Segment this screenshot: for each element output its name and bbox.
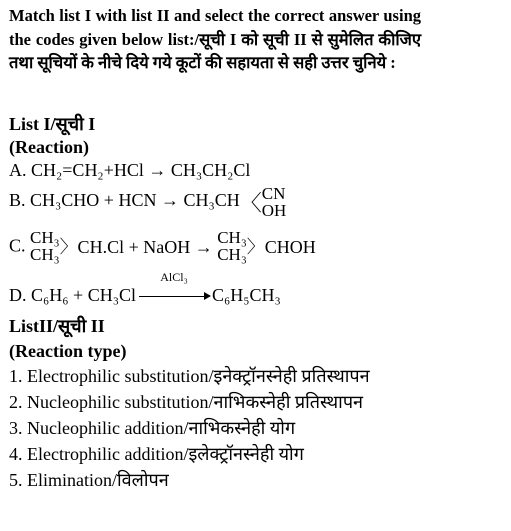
reaction-type-5: 5. Elimination/विलोपन: [9, 470, 169, 490]
reaction-c-product-tail: 〉CHOH: [246, 237, 316, 257]
reaction-c-product-groups: CH₃ CH₃: [217, 228, 247, 264]
right-arrow-icon: [139, 296, 209, 297]
reaction-b-reactants: CH₃CHO + HCN →: [30, 190, 179, 211]
reaction-type-1: 1. Electrophilic substitution/इनेक्ट्रॉनस्नेही प्रतिस्थापन: [9, 366, 370, 386]
reaction-b-label: B.: [9, 190, 26, 211]
reaction-type-2: 2. Nucleophilic substitution/नाभिकस्नेही प्रतिस्थापन: [9, 392, 364, 412]
reaction-d-arrow: [136, 270, 212, 306]
reaction-a-label: A.: [9, 160, 27, 180]
reaction-a-equation: CH₂=CH₂+HCl → CH₃CH₂Cl: [31, 160, 251, 180]
reaction-type-4: 4. Electrophilic addition/इलेक्ट्रॉनस्नेही योग: [9, 444, 304, 464]
reaction-d-label: D.: [9, 285, 27, 305]
reaction-c: [9, 229, 316, 263]
reaction-type-3: 3. Nucleophilic addition/नाभिकस्नेही योग: [9, 418, 296, 438]
question-text: Match list I with list II and select the correct answer using the codes given below list:/सूची I को सूची II से सुमेलित कीजिए तथा सूचियों के नीचे दिये गये कूटों की सहायता से सही उत्तर चुनिये :: [9, 6, 421, 72]
list2-heading: ListII/सूची II: [9, 316, 105, 336]
list1-subheading: (Reaction): [9, 137, 89, 157]
reaction-a: [9, 160, 250, 181]
reaction-d-product: C₆H₅CH₃: [212, 285, 281, 305]
reaction-b-substituents: CN OH: [261, 184, 287, 220]
reaction-d: [9, 270, 281, 306]
reaction-d-catalyst: AlCl₃: [160, 270, 188, 284]
list2-subheading: (Reaction type): [9, 341, 127, 361]
reaction-b: B. CH₃CHO + HCN → CH₃CH〈 CN OH: [9, 184, 287, 220]
reaction-c-reactant-tail: 〉CH.Cl + NaOH →: [59, 237, 213, 257]
reaction-b-product: CH₃CH: [183, 190, 240, 211]
reaction-c-label: C.: [9, 235, 26, 256]
list1-heading: List I/सूची I: [9, 114, 96, 134]
reaction-d-reactants: C₆H₆ + CH₃Cl: [31, 285, 136, 305]
reaction-c-reactant-groups: CH₃ CH₃: [30, 228, 60, 264]
